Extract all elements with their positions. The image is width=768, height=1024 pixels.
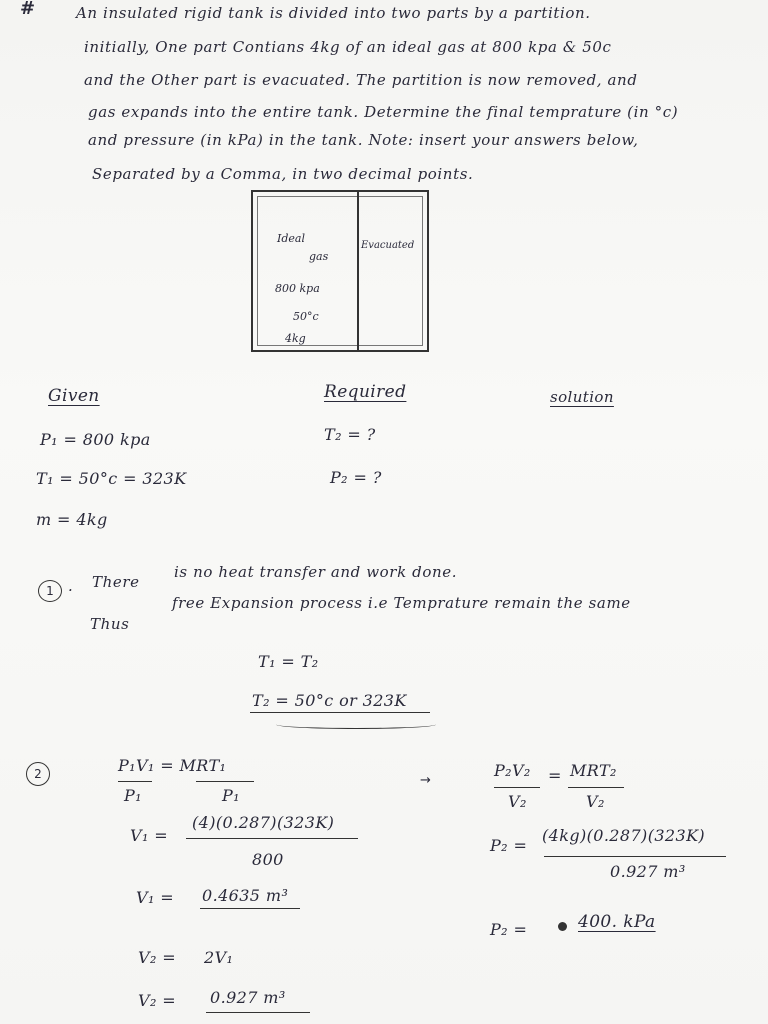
p2-result-label: P₂ =: [490, 920, 528, 939]
v1-result: 0.4635 m³: [202, 886, 289, 905]
required-p2: P₂ = ?: [330, 468, 382, 487]
tank-label-ideal: Ideal: [277, 232, 305, 245]
step-1-line-1-rest: is no heat transfer and work done.: [174, 563, 458, 581]
tank-label-mass: 4kg: [285, 332, 306, 345]
problem-line-5: and pressure (in kPa) in the tank. Note: insert your answers below,: [88, 131, 639, 149]
v2-expression: 2V₁: [204, 948, 234, 967]
problem-line-4: gas expands into the entire tank. Determine the final temprature (in °c): [88, 103, 679, 121]
tank-partition: [357, 192, 359, 350]
p2-equation-left-num: P₂V₂: [494, 761, 531, 780]
tank-label-temperature: 50°c: [293, 310, 319, 323]
v2-label: V₂ =: [138, 948, 177, 967]
tank-label-evacuated: Evacuated: [361, 240, 415, 251]
ideal-gas-law-numerator: P₁V₁ = MRT₁: [118, 756, 227, 775]
step-1-line-2-start: Thus: [90, 615, 130, 633]
p2-equation-bar-right: [568, 787, 624, 788]
step-1-equation-1: T₁ = T₂: [258, 652, 319, 671]
v1-numerator: (4)(0.287)(323K): [192, 813, 335, 832]
given-p1: P₁ = 800 kpa: [40, 430, 151, 449]
tank-diagram: [251, 190, 429, 352]
given-t1: T₁ = 50°c = 323K: [36, 469, 187, 488]
v1-result-label: V₁ =: [136, 888, 175, 907]
p2-fraction-bar: [544, 856, 726, 857]
step-1-line-1-start: There: [92, 573, 140, 591]
p2-equation-right-den: V₂: [586, 792, 605, 811]
heading-given: Given: [48, 386, 100, 406]
t2-double-underline: [276, 720, 436, 729]
step-2-badge: 2: [26, 762, 50, 786]
ideal-gas-law-denominator-right: P₁: [222, 786, 240, 805]
v1-denominator: 800: [252, 850, 284, 869]
step-1-equation-2: T₂ = 50°c or 323K: [252, 691, 407, 710]
v2-result-label: V₂ =: [138, 991, 177, 1010]
heading-solution: solution: [550, 388, 614, 406]
p2-equation-bar-left: [494, 787, 540, 788]
problem-line-2: initially, One part Contians 4kg of an ideal gas at 800 kpa & 50c: [84, 38, 612, 56]
v2-underline: [206, 1012, 310, 1013]
p2-numerator: (4kg)(0.287)(323K): [542, 826, 706, 845]
problem-line-6: Separated by a Comma, in two decimal points.: [92, 165, 474, 183]
p2-label: P₂ =: [490, 836, 528, 855]
given-mass: m = 4kg: [36, 510, 108, 529]
problem-line-1: An insulated rigid tank is divided into two parts by a partition.: [76, 4, 591, 22]
problem-line-3: and the Other part is evacuated. The partition is now removed, and: [84, 71, 638, 89]
p2-equation-right-num: MRT₂: [570, 761, 617, 780]
p2-equation-left-den: V₂: [508, 792, 527, 811]
handwritten-solution-page: # An insulated rigid tank is divided into two parts by a partition. initially, One part Contians 4kg of an ideal gas at 800 kpa & 50c and the Other part is evacuated. The partition is now removed, and gas expands into the entire tank. Determine the final temprature (in °c) and pressure (in kPa) in the tank. Note: insert your answers below, Separated by a Comma, in two decimal points. Ideal gas Evacuated 800 kpa 50°c 4kg Given Required solution P₁ = 800 kpa T₁ = 50°c = 323K m = 4kg T₂ = ? P₂ = ? 1 · There is no heat transfer and work done. Thus free Expansion process i.e Temprature remain the same T₁ = T₂ T₂ = 50°c or 323K 2 P₁V₁ = MRT₁ P₁ P₁ V₁ = (4)(0.287)(323K) 800 V₁ = 0.4635 m³ V₂ = 2V₁ V₂ = 0.927 m³ → P₂V₂ = MRT₂ V₂ V₂ P₂ = (4kg)(0.287)(323K) 0.927 m³ P₂ = 400. kPa: [0, 0, 768, 1024]
tank-inner-wall: [257, 196, 423, 346]
p2-denominator: 0.927 m³: [610, 862, 686, 881]
ideal-gas-law-denominator-left: P₁: [124, 786, 142, 805]
tank-label-pressure: 800 kpa: [275, 282, 320, 295]
heading-required: Required: [324, 382, 407, 402]
p2-equation-equals: =: [548, 766, 562, 785]
t2-underline: [250, 712, 430, 713]
v2-result: 0.927 m³: [210, 988, 286, 1007]
bullet-dot: [558, 922, 567, 931]
p2-result: 400. kPa: [578, 912, 656, 932]
step-1-line-2-rest: free Expansion process i.e Temprature remain the same: [172, 594, 631, 612]
arrow-icon: →: [420, 773, 432, 788]
tank-label-gas: gas: [309, 250, 329, 263]
ideal-gas-law-fraction-bar-left: [118, 781, 152, 782]
v1-label: V₁ =: [130, 826, 169, 845]
ideal-gas-law-fraction-bar-right: [196, 781, 254, 782]
v1-fraction-bar: [186, 838, 358, 839]
problem-marker: #: [20, 0, 36, 19]
required-t2: T₂ = ?: [324, 425, 376, 444]
v1-underline: [200, 908, 300, 909]
step-1-badge: 1: [38, 580, 62, 602]
